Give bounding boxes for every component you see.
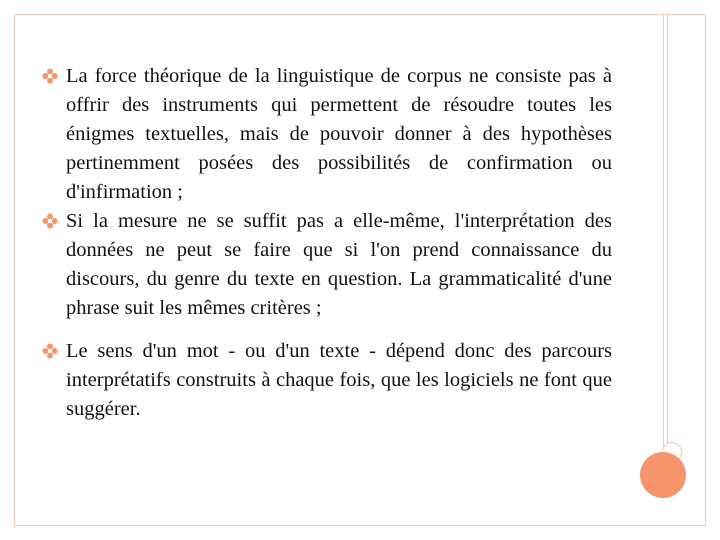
list-item	[42, 62, 612, 207]
bullet-text: La force théorique de la linguistique de corpus ne consiste pas à offrir des instruments qui permettent de résoudre toutes les énigmes textuelles, mais de pouvoir donner à des hypothèses pertinemment posées des possibilités de confirmation ou d'infirmation ;	[66, 65, 612, 203]
bullet-text: Si la mesure ne se suffit pas a elle-même, l'interprétation des données ne peut se faire que si l'on prend connaissance du discours, du genre du texte en question. La grammaticalité d'une phrase suit les mêmes critères ;	[66, 210, 612, 319]
flower-bullet-icon	[42, 343, 58, 359]
bullet-list	[42, 62, 612, 424]
right-rule-inner	[667, 14, 668, 460]
list-item	[42, 207, 612, 337]
bullet-text: Le sens d'un mot - ou d'un texte - dépend donc des parcours interprétatifs construits à chaque fois, que les logiciels ne font que suggérer.	[66, 340, 612, 420]
list-item	[42, 337, 612, 424]
flower-bullet-icon	[42, 68, 58, 84]
flower-bullet-icon	[42, 213, 58, 229]
large-circle-ornament	[640, 452, 686, 498]
right-rule	[663, 14, 664, 460]
